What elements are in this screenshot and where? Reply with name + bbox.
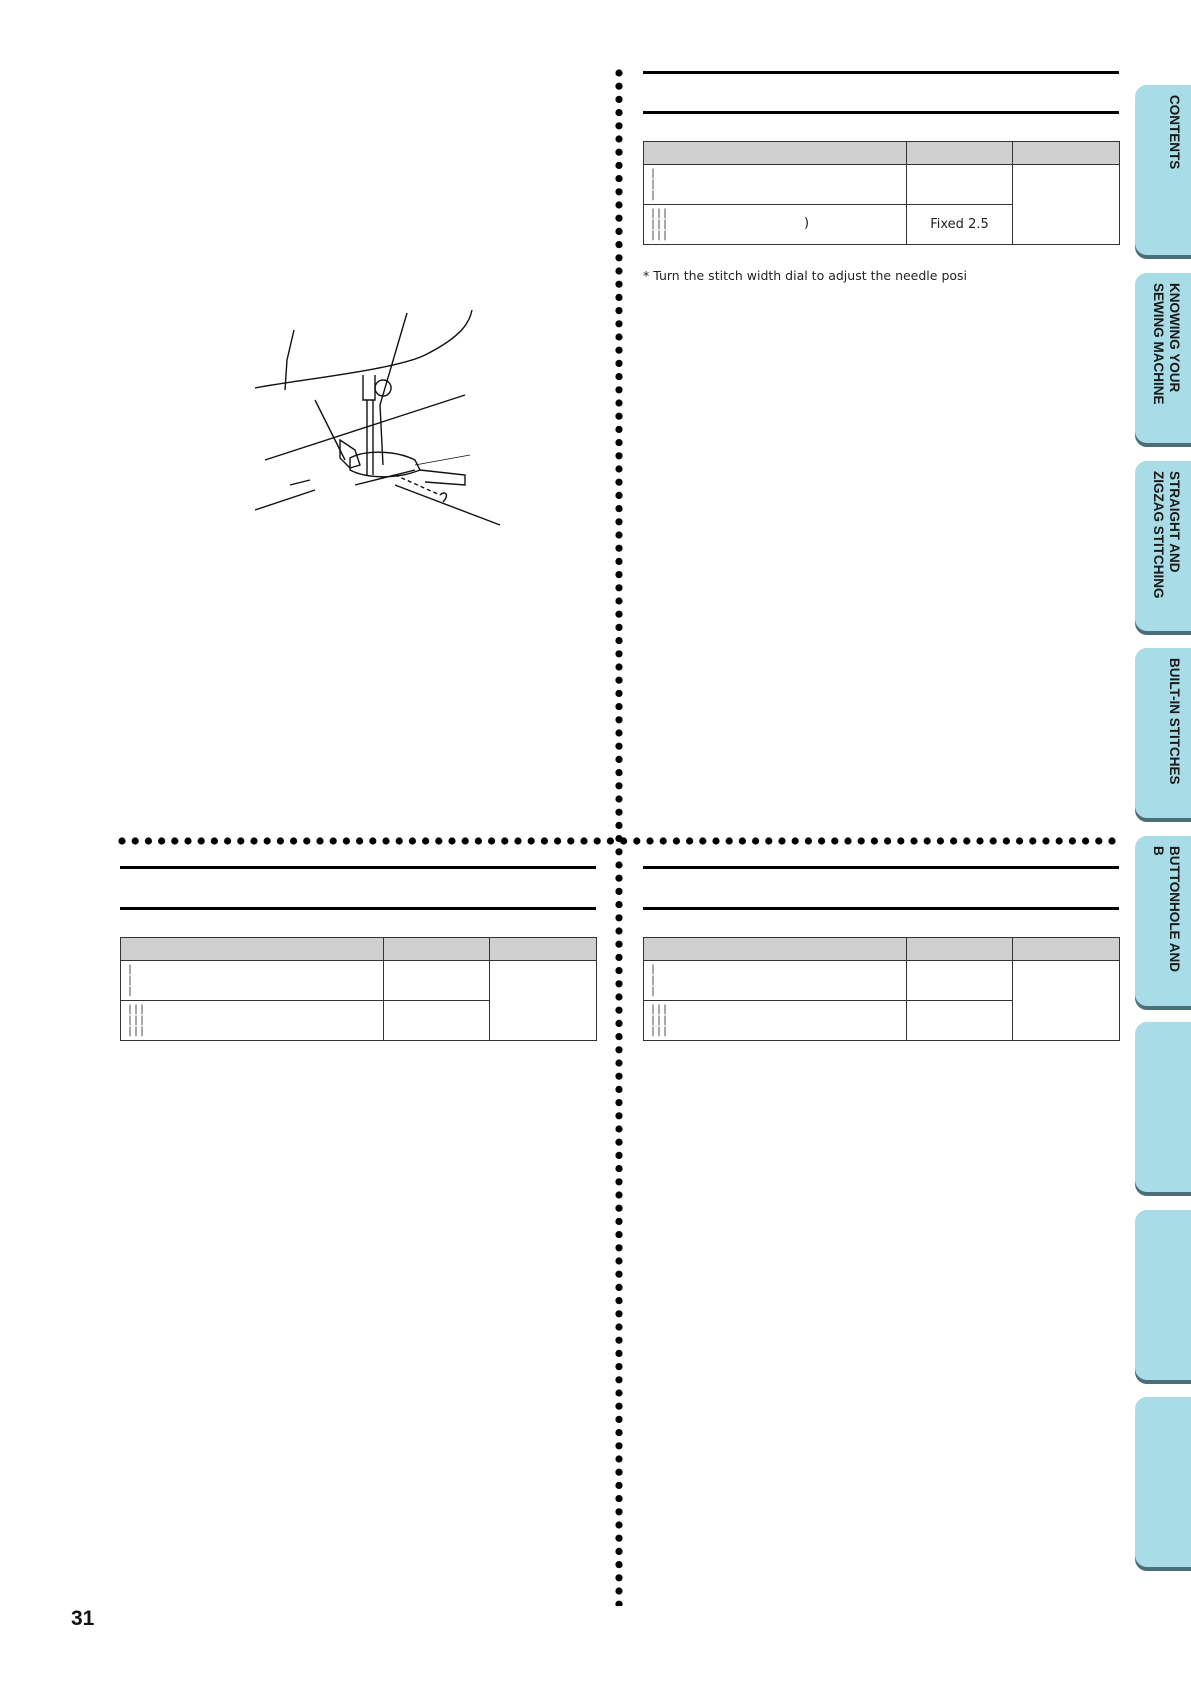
divider-dot [250,837,257,844]
divider-dot [615,980,622,987]
divider-dot [615,1587,622,1594]
divider-dot [615,228,622,235]
divider-dot [580,837,587,844]
divider-dot [1016,837,1023,844]
page-number: 31 [71,1607,95,1630]
divider-dot [615,941,622,948]
divider-dot [356,837,363,844]
divider-dot [615,1455,622,1462]
table-header-cell [644,142,907,165]
divider-dot [615,1152,622,1159]
divider-dot [615,1561,622,1568]
divider-dot [871,837,878,844]
divider-dot [615,320,622,327]
divider-dot [615,1521,622,1528]
merged-cell [1013,961,1120,1041]
straight-stitch-icon: | | | [650,168,657,201]
divider-dot [615,241,622,248]
divider-dot [615,1297,622,1304]
divider-dot [567,837,574,844]
paren-text: ) [804,216,810,231]
divider-dot [1069,837,1076,844]
divider-dot [615,1442,622,1449]
merged-cell [1013,165,1120,245]
tab-6[interactable] [1135,1022,1191,1192]
table-header-cell [907,938,1013,961]
divider-dot [615,875,622,882]
table-header-cell [907,142,1013,165]
divider-dot [615,439,622,446]
divider-dot [422,837,429,844]
divider-dot [615,1231,622,1238]
divider-dot [615,83,622,90]
divider-dot [1003,837,1010,844]
table-header-cell [1013,142,1120,165]
divider-dot [607,837,614,844]
divider-dot [615,96,622,103]
section-rule-bottom [643,111,1119,114]
divider-dot [184,837,191,844]
divider-dot [514,837,521,844]
divider-dot [615,954,622,961]
table-row [644,961,1120,1001]
divider-dot [615,109,622,116]
tab-buttonhole-label: BUTTONHOLE AND B [1151,846,1182,972]
divider-dot [937,837,944,844]
divider-dot [615,267,622,274]
table-header-cell [490,938,597,961]
divider-dot [615,1178,622,1185]
divider-dot [435,837,442,844]
divider-dot [615,1403,622,1410]
divider-dot [615,1099,622,1106]
divider-dot [118,837,125,844]
divider-dot [615,1574,622,1581]
divider-dot [448,837,455,844]
divider-dot [615,307,622,314]
divider-dot [615,1376,622,1383]
divider-dot [818,837,825,844]
sewing-presser-foot-illustration [255,310,505,540]
divider-dot [950,837,957,844]
divider-dot [615,1601,622,1606]
divider-dot [211,837,218,844]
divider-dot [615,1165,622,1172]
footnote: * Turn the stitch width dial to adjust the needle posi [643,268,968,283]
table-header-cell [384,938,490,961]
divider-dot [805,837,812,844]
divider-dot [1056,837,1063,844]
divider-dot [615,1548,622,1555]
divider-dot [976,837,983,844]
divider-dot [615,888,622,895]
divider-dot [615,901,622,908]
divider-dot [615,690,622,697]
divider-dot [615,663,622,670]
divider-dot [158,837,165,844]
divider-dot [963,837,970,844]
divider-dot [475,837,482,844]
divider-dot [594,837,601,844]
divider-dot [615,1495,622,1502]
divider-dot [409,837,416,844]
divider-dot [501,837,508,844]
divider-dot [462,837,469,844]
table-header-cell [121,938,384,961]
divider-dot [264,837,271,844]
divider-dot [615,1020,622,1027]
divider-dot [910,837,917,844]
tab-8[interactable] [1135,1397,1191,1567]
tab-built-in-label: BUILT-IN STITCHES [1167,658,1182,785]
tab-contents-label: CONTENTS [1167,95,1182,170]
divider-dot [615,1310,622,1317]
divider-dot [924,837,931,844]
triple-stitch-icon: ||| ||| ||| [127,1004,146,1037]
value-cell [384,961,490,1001]
divider-dot [615,743,622,750]
divider-dot [615,809,622,816]
divider-dot [615,545,622,552]
divider-dot [660,837,667,844]
divider-dot [277,837,284,844]
section-rule-top [643,71,1119,74]
divider-dot [615,756,622,763]
divider-dot [615,505,622,512]
divider-dot [712,837,719,844]
divider-dot [615,1244,622,1251]
value-cell [907,165,1013,205]
stitch-settings-table-bottom-right [643,937,1120,1041]
divider-dot [615,1125,622,1132]
section-rule-bottom [120,907,596,910]
divider-dot [615,479,622,486]
divider-dot [615,611,622,618]
divider-dot [615,1482,622,1489]
divider-dot [615,1139,622,1146]
divider-dot [615,188,622,195]
value-cell [384,1001,490,1041]
divider-dot [1029,837,1036,844]
divider-dot [132,837,139,844]
divider-dot [615,1508,622,1515]
triple-stitch-icon: ||| ||| ||| [650,1004,669,1037]
section-rule-top [643,866,1119,869]
stitch-settings-table-top-right [643,141,1120,245]
divider-dot [765,837,772,844]
divider-dot [615,347,622,354]
triple-stitch-icon: ||| ||| ||| [650,208,669,241]
divider-dot [615,716,622,723]
divider-dot [615,426,622,433]
divider-dot [615,967,622,974]
divider-dot [303,837,310,844]
divider-dot [615,1469,622,1476]
divider-dot [1082,837,1089,844]
divider-dot [615,914,622,921]
divider-dot [615,1218,622,1225]
divider-dot [699,837,706,844]
divider-dot [615,215,622,222]
divider-dot [673,837,680,844]
divider-dot [330,837,337,844]
divider-dot [615,254,622,261]
divider-dot [615,558,622,565]
divider-dot [145,837,152,844]
section-rule-bottom [643,907,1119,910]
divider-dot [615,1112,622,1119]
value-cell [907,1001,1013,1041]
stitch-cell [644,1001,907,1041]
divider-dot [615,1046,622,1053]
divider-dot [615,531,622,538]
divider-dot [615,399,622,406]
divider-dot [792,837,799,844]
divider-dot [615,927,622,934]
divider-dot [343,837,350,844]
straight-stitch-icon: | | | [650,964,657,997]
divider-dot [615,795,622,802]
divider-dot [171,837,178,844]
divider-dot [615,769,622,776]
divider-dot [633,837,640,844]
divider-dot [620,837,627,844]
divider-dot [990,837,997,844]
divider-dot [752,837,759,844]
divider-dot [615,597,622,604]
stitch-cell [644,165,907,205]
divider-dot [528,837,535,844]
divider-dot [884,837,891,844]
divider-dot [615,1191,622,1198]
divider-dot [615,333,622,340]
divider-dot [224,837,231,844]
divider-dot [396,837,403,844]
divider-dot [615,1389,622,1396]
merged-cell [490,961,597,1041]
divider-dot [615,1086,622,1093]
divider-dot [615,413,622,420]
divider-dot [844,837,851,844]
divider-dot [615,149,622,156]
divider-dot [646,837,653,844]
section-rule-top [120,866,596,869]
divider-dot [615,518,622,525]
divider-dot [897,837,904,844]
divider-dot [316,837,323,844]
divider-dot [615,492,622,499]
divider-dot [686,837,693,844]
table-header-cell [644,938,907,961]
divider-dot [615,201,622,208]
divider-dot [615,360,622,367]
divider-dot [739,837,746,844]
divider-dot [615,69,622,76]
divider-dot [615,1257,622,1264]
divider-dot [615,122,622,129]
divider-dot [615,848,622,855]
divider-dot [615,135,622,142]
divider-dot [615,677,622,684]
divider-dot [615,1073,622,1080]
divider-dot [615,650,622,657]
divider-dot [615,861,622,868]
divider-dot [615,1007,622,1014]
stitch-cell [121,1001,384,1041]
divider-dot [198,837,205,844]
tab-knowing-label: KNOWING YOUR SEWING MACHINE [1151,283,1182,405]
value-cell: Fixed 2.5 [907,205,1013,245]
divider-dot [615,571,622,578]
divider-dot [615,1033,622,1040]
divider-dot [382,837,389,844]
divider-dot [290,837,297,844]
divider-dot [726,837,733,844]
stitch-cell [644,205,907,245]
divider-dot [615,294,622,301]
divider-dot [615,1205,622,1212]
divider-dot [615,822,622,829]
divider-dot [858,837,865,844]
divider-dot [541,837,548,844]
table-row [121,961,597,1001]
divider-dot [615,1323,622,1330]
divider-dot [369,837,376,844]
stitch-settings-table-bottom-left [120,937,597,1041]
divider-dot [1095,837,1102,844]
divider-dot [488,837,495,844]
divider-dot [615,281,622,288]
divider-dot [615,584,622,591]
divider-dot [615,175,622,182]
table-row [644,165,1120,205]
divider-dot [615,782,622,789]
straight-stitch-icon: | | | [127,964,134,997]
divider-dot [1108,837,1115,844]
divider-dot [615,1429,622,1436]
divider-dot [1042,837,1049,844]
divider-dot [615,1416,622,1423]
divider-dot [615,465,622,472]
divider-dot [778,837,785,844]
divider-dot [615,1337,622,1344]
tab-7[interactable] [1135,1210,1191,1380]
divider-dot [615,703,622,710]
divider-dot [615,1535,622,1542]
stitch-cell [121,961,384,1001]
stitch-cell [644,961,907,1001]
divider-dot [615,993,622,1000]
divider-dot [615,1271,622,1278]
divider-dot [831,837,838,844]
divider-dot [615,162,622,169]
divider-dot [615,452,622,459]
horizontal-dotted-divider [115,834,1125,848]
value-cell [907,961,1013,1001]
divider-dot [615,1284,622,1291]
divider-dot [615,1363,622,1370]
divider-dot [615,373,622,380]
divider-dot [615,729,622,736]
divider-dot [554,837,561,844]
divider-dot [615,386,622,393]
divider-dot [615,1059,622,1066]
divider-dot [615,637,622,644]
divider-dot [615,1350,622,1357]
tab-straight-zigzag-label: STRAIGHT AND ZIGZAG STITCHING [1151,471,1182,599]
divider-dot [237,837,244,844]
table-header-cell [1013,938,1120,961]
divider-dot [615,624,622,631]
